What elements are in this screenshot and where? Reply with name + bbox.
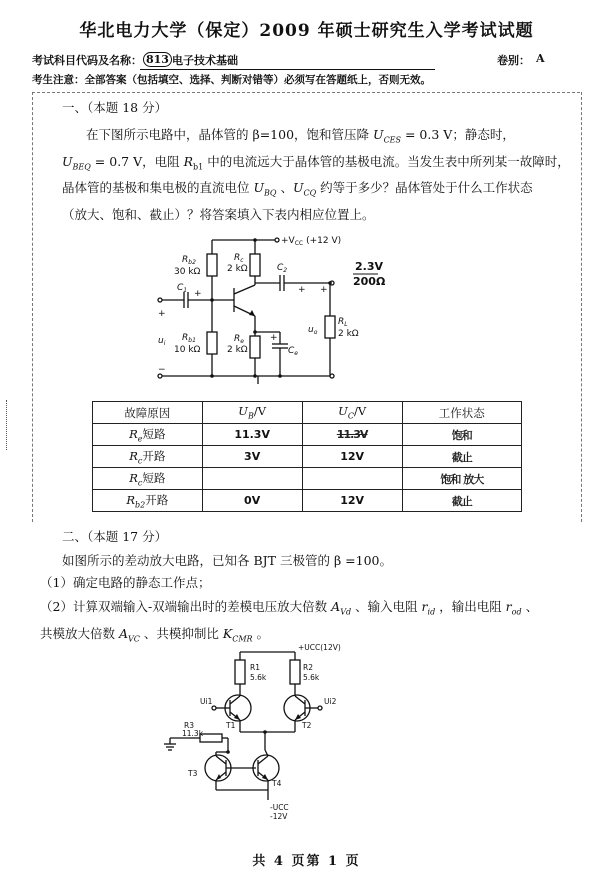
table-row: [93, 468, 522, 490]
q2-heading: 二、（本题 17 分）: [62, 529, 168, 544]
svg-text:2.3V: 2.3V: [355, 260, 383, 273]
q1-circuit: [150, 228, 410, 388]
svg-text:Rb2: $R_{b2}$: [182, 255, 196, 266]
svg-text:C1: $C_1$: [177, 283, 188, 294]
row-uc: 12V: [302, 490, 402, 512]
paper-value: A: [536, 52, 545, 65]
subject-name: 电子技术基础: [172, 54, 238, 67]
row-state: 截止: [402, 490, 521, 512]
table-row: [93, 490, 522, 512]
svg-text:2 kΩ: 2 kΩ: [227, 345, 248, 355]
svg-text:uo: $u_o$: [308, 325, 318, 336]
svg-text:Rb1: $R_{b1}$: [182, 333, 196, 344]
row-cause: $R_c$开路: [93, 446, 203, 468]
svg-text:T4: T4: [272, 779, 282, 788]
table-header-row: [93, 402, 522, 424]
svg-text:5.6k: 5.6k: [250, 673, 267, 682]
subject-underline: [140, 69, 435, 70]
svg-text:200Ω: 200Ω: [353, 275, 386, 288]
row-uc: 12V: [302, 446, 402, 468]
row-state: 截止: [402, 446, 521, 468]
svg-text:10 kΩ: 10 kΩ: [174, 345, 201, 355]
dashed-top: [32, 92, 580, 93]
exam-notice: 考生注意：全部答案（包括填空、选择、判断对错等）必须写在答题纸上，否则无效。: [32, 74, 431, 86]
svg-text:2 kΩ: 2 kΩ: [227, 264, 248, 274]
paper-label: 卷别：: [497, 54, 530, 67]
svg-text:T2: T2: [302, 721, 312, 730]
svg-text:−: −: [158, 365, 166, 375]
svg-text:30 kΩ: 30 kΩ: [174, 267, 201, 277]
row-ub: 0V: [202, 490, 302, 512]
svg-text:R1: R1: [250, 663, 260, 672]
row-ub: [202, 468, 302, 490]
subject-label: 考试科目代码及名称：: [32, 54, 142, 67]
svg-text:Rc: $R_c$: [234, 253, 244, 264]
row-ub: 11.3V: [202, 424, 302, 446]
fault-table: [92, 401, 522, 512]
row-cause: $R_{b2}$开路: [93, 490, 203, 512]
subject-code: 813: [143, 52, 172, 67]
svg-text:T3: T3: [188, 769, 198, 778]
exam-title: 华北电力大学（保定）2009 年硕士研究生入学考试试题: [79, 21, 534, 41]
svg-text:ui: $u_i$: [158, 336, 166, 347]
header-cause: 故障原因: [93, 402, 203, 424]
row-state: 饱和 放大: [402, 468, 521, 490]
binding-margin-mark: [6, 400, 13, 450]
header-state: 工作状态: [402, 402, 521, 424]
svg-text:Re: $R_e$: [234, 334, 244, 345]
table-row: [93, 424, 522, 446]
svg-text:Ce: $C_e$: [288, 346, 298, 357]
q2-item2: （2）计算双端输入-双端输出时的差模电压放大倍数 $A_{Vd}$ 、输入电阻 $r_{id}$ ，输出电阻 $r_{od}$ 、 共模放大倍数 $A_{VC}$ 、共模抑制比 $K_{CMR}$ 。: [40, 599, 539, 643]
svg-text:-12V: -12V: [270, 812, 288, 821]
svg-text:C2: $C_2$: [277, 263, 288, 274]
row-state: 饱和: [402, 424, 521, 446]
row-ub: 3V: [202, 446, 302, 468]
svg-text:Ui2: Ui2: [324, 697, 337, 706]
svg-text:RL: $R_L$: [338, 317, 348, 328]
svg-text:R3: R3: [184, 721, 194, 730]
header-ub: $U_B/V$: [202, 402, 302, 424]
page-footer: 共 4 页第 1 页: [252, 854, 361, 869]
svg-text:5.6k: 5.6k: [303, 673, 320, 682]
q1-text: 在下图所示电路中，晶体管的 β=100，饱和管压降 $U_{CES} = 0.3$ V；静态时， $U_{BEQ} = 0.7$ V，电阻 $R_{b1}$ 中的电流远大于晶体管的基极电流。当发生表中所列某一故障时， 晶体管的基极和集电极的直流电位 $U_{BQ}$ 、$U_{CQ}$ 约等于多少？晶体管处于什么工作状态 （放大、饱和、截止）？将答案填入下表内相应位置上。: [62, 127, 570, 222]
q2-circuit: [160, 640, 390, 825]
svg-text:+: +: [270, 333, 278, 343]
table-row: [93, 446, 522, 468]
svg-text:+: +: [320, 285, 328, 295]
row-cause: $R_c$短路: [93, 468, 203, 490]
row-cause: $R_e$短路: [93, 424, 203, 446]
header-uc: $U_C/V$: [302, 402, 402, 424]
svg-text:11.3k: 11.3k: [182, 729, 204, 738]
svg-text:+: +: [298, 285, 306, 295]
svg-text:T1: T1: [226, 721, 236, 730]
svg-text:+UCC(12V): +UCC(12V): [298, 643, 341, 652]
svg-text:Ui1: Ui1: [200, 697, 213, 706]
row-uc: [302, 468, 402, 490]
q1-heading: 一、（本题 18 分）: [62, 100, 168, 115]
row-uc: 11.3V: [302, 424, 402, 446]
svg-text:-UCC: -UCC: [270, 803, 289, 812]
svg-text:+VCC(+12 V): $+V_{CC}$ (+12 V): [281, 236, 342, 247]
svg-text:R2: R2: [303, 663, 313, 672]
q2-item1: （1）确定电路的静态工作点；: [40, 575, 211, 590]
svg-text:2 kΩ: 2 kΩ: [338, 329, 359, 339]
svg-text:+: +: [158, 309, 166, 319]
svg-text:+: +: [194, 289, 202, 299]
q2-intro: 如图所示的差动放大电路，已知各 BJT 三极管的 β =100。: [62, 553, 392, 568]
